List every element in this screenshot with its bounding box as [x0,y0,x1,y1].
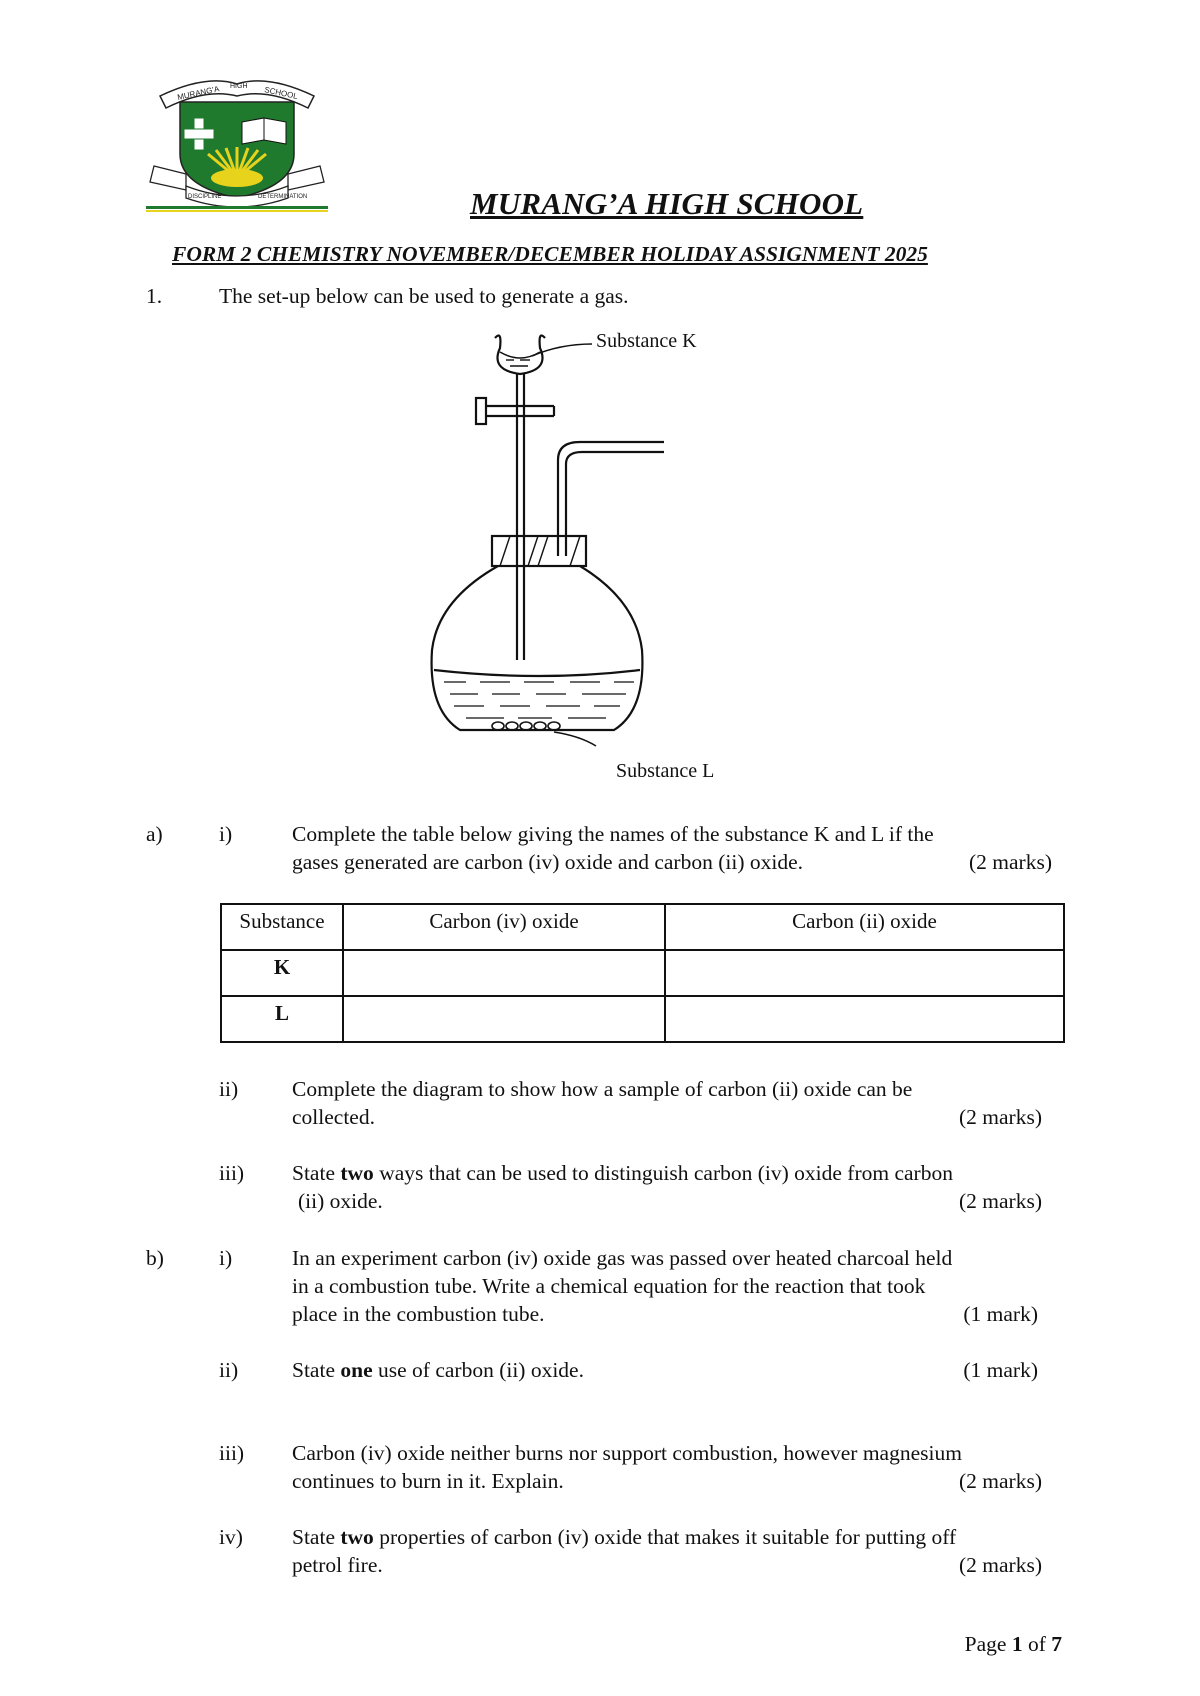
part-a-iii-line2-row [292,1187,1042,1215]
text-run: State [292,1358,341,1382]
substance-table [220,903,1065,1043]
page-of: of [1022,1632,1052,1656]
part-a-ii-marks: (2 marks) [959,1105,1042,1129]
part-a-ii-line2: collected. [292,1105,375,1129]
answer-cell[interactable] [665,950,1064,996]
part-b-iv-line2-row [292,1551,1042,1579]
part-a-i-text [292,820,1052,876]
text-run: ways that can be used to distinguish carbon (iv) oxide from carbon [373,1161,953,1185]
part-a-label: a) [146,822,163,846]
part-b-i-line3-row [292,1300,1038,1328]
part-b-label: b) [146,1246,164,1270]
emphasis: two [340,1161,374,1185]
part-b-i-line2: in a combustion tube. Write a chemical equation for the reaction that took [292,1274,926,1298]
part-b-iii-line2-row [292,1467,1042,1495]
question-stem: The set-up below can be used to generate a gas. [219,284,629,308]
part-b-i-line3: place in the combustion tube. [292,1302,545,1326]
text-run: properties of carbon (iv) oxide that makes it suitable for putting off [373,1525,957,1549]
svg-text:MURANG’A: MURANG’A [176,84,221,102]
emphasis: two [340,1525,374,1549]
part-b-ii-number: ii) [219,1358,239,1382]
assignment-title: FORM 2 CHEMISTRY NOVEMBER/DECEMBER HOLIDAY ASSIGNMENT 2025 [172,242,928,266]
page-prefix: Page [964,1632,1012,1656]
part-b-iv-text [292,1523,1042,1579]
part-a-i-marks: (2 marks) [969,850,1052,874]
page-number [965,1632,1062,1657]
table-row [221,996,1064,1042]
school-name: MURANG’A HIGH SCHOOL [470,186,864,221]
svg-text:DETERMINATION: DETERMINATION [258,194,308,200]
school-crest-logo [146,74,328,214]
table-row [221,950,1064,996]
part-a-ii-text [292,1075,1042,1131]
part-b-ii-marks: (1 mark) [963,1358,1038,1382]
gas-generation-apparatus-diagram [420,330,820,810]
part-a-i-line2-row [292,848,1052,876]
part-b-iii-line1: Carbon (iv) oxide neither burns nor support combustion, however magnesium [292,1441,962,1465]
answer-cell[interactable] [343,950,665,996]
part-a-ii-line2-row [292,1103,1042,1131]
svg-text:HIGH: HIGH [230,83,248,90]
svg-text:SCHOOL: SCHOOL [263,85,299,101]
table-header-row [221,904,1064,950]
part-b-iii-number: iii) [219,1441,245,1465]
part-a-iii-marks: (2 marks) [959,1189,1042,1213]
part-b-i-text [292,1244,1038,1328]
table-header: Substance [221,904,343,950]
part-b-ii-row [292,1356,1038,1384]
part-a-ii-number: ii) [219,1077,239,1101]
part-a-iii-line1 [292,1159,1042,1187]
row-label-l: L [221,996,343,1042]
label-substance-k: Substance K [596,330,697,352]
part-b-i-number: i) [219,1246,233,1270]
part-a-iii-text [292,1159,1042,1215]
emphasis: one [340,1358,373,1382]
part-b-iv-marks: (2 marks) [959,1553,1042,1577]
table-header: Carbon (ii) oxide [665,904,1064,950]
part-a-i-line2: gases generated are carbon (iv) oxide and carbon (ii) oxide. [292,850,803,874]
svg-text:DISCIPLINE: DISCIPLINE [188,194,222,200]
current-page: 1 [1011,1632,1023,1656]
part-b-i-marks: (1 mark) [963,1302,1038,1326]
label-substance-l: Substance L [616,760,715,782]
text-run: State [292,1525,341,1549]
part-a-i-number: i) [219,822,233,846]
text-run: State [292,1161,341,1185]
part-b-iv-number: iv) [219,1525,243,1549]
text-run: use of carbon (ii) oxide. [372,1358,584,1382]
part-b-ii-text [292,1356,1038,1384]
answer-cell[interactable] [343,996,665,1042]
part-a-iii-number: iii) [219,1161,245,1185]
part-b-iv-line1 [292,1523,1042,1551]
part-b-iv-line2: petrol fire. [292,1553,383,1577]
answer-cell[interactable] [665,996,1064,1042]
part-b-iii-marks: (2 marks) [959,1469,1042,1493]
part-b-i-line1: In an experiment carbon (iv) oxide gas was passed over heated charcoal held [292,1246,953,1270]
part-a-i-line1: Complete the table below giving the names of the substance K and L if the [292,822,934,846]
total-pages: 7 [1051,1632,1062,1656]
question-number: 1. [146,284,163,308]
row-label-k: K [221,950,343,996]
table-header: Carbon (iv) oxide [343,904,665,950]
part-b-iii-line2: continues to burn in it. Explain. [292,1469,564,1493]
part-a-iii-line2: (ii) oxide. [298,1189,383,1213]
part-b-iii-text [292,1439,1042,1495]
part-a-ii-line1: Complete the diagram to show how a sample of carbon (ii) oxide can be [292,1077,913,1101]
